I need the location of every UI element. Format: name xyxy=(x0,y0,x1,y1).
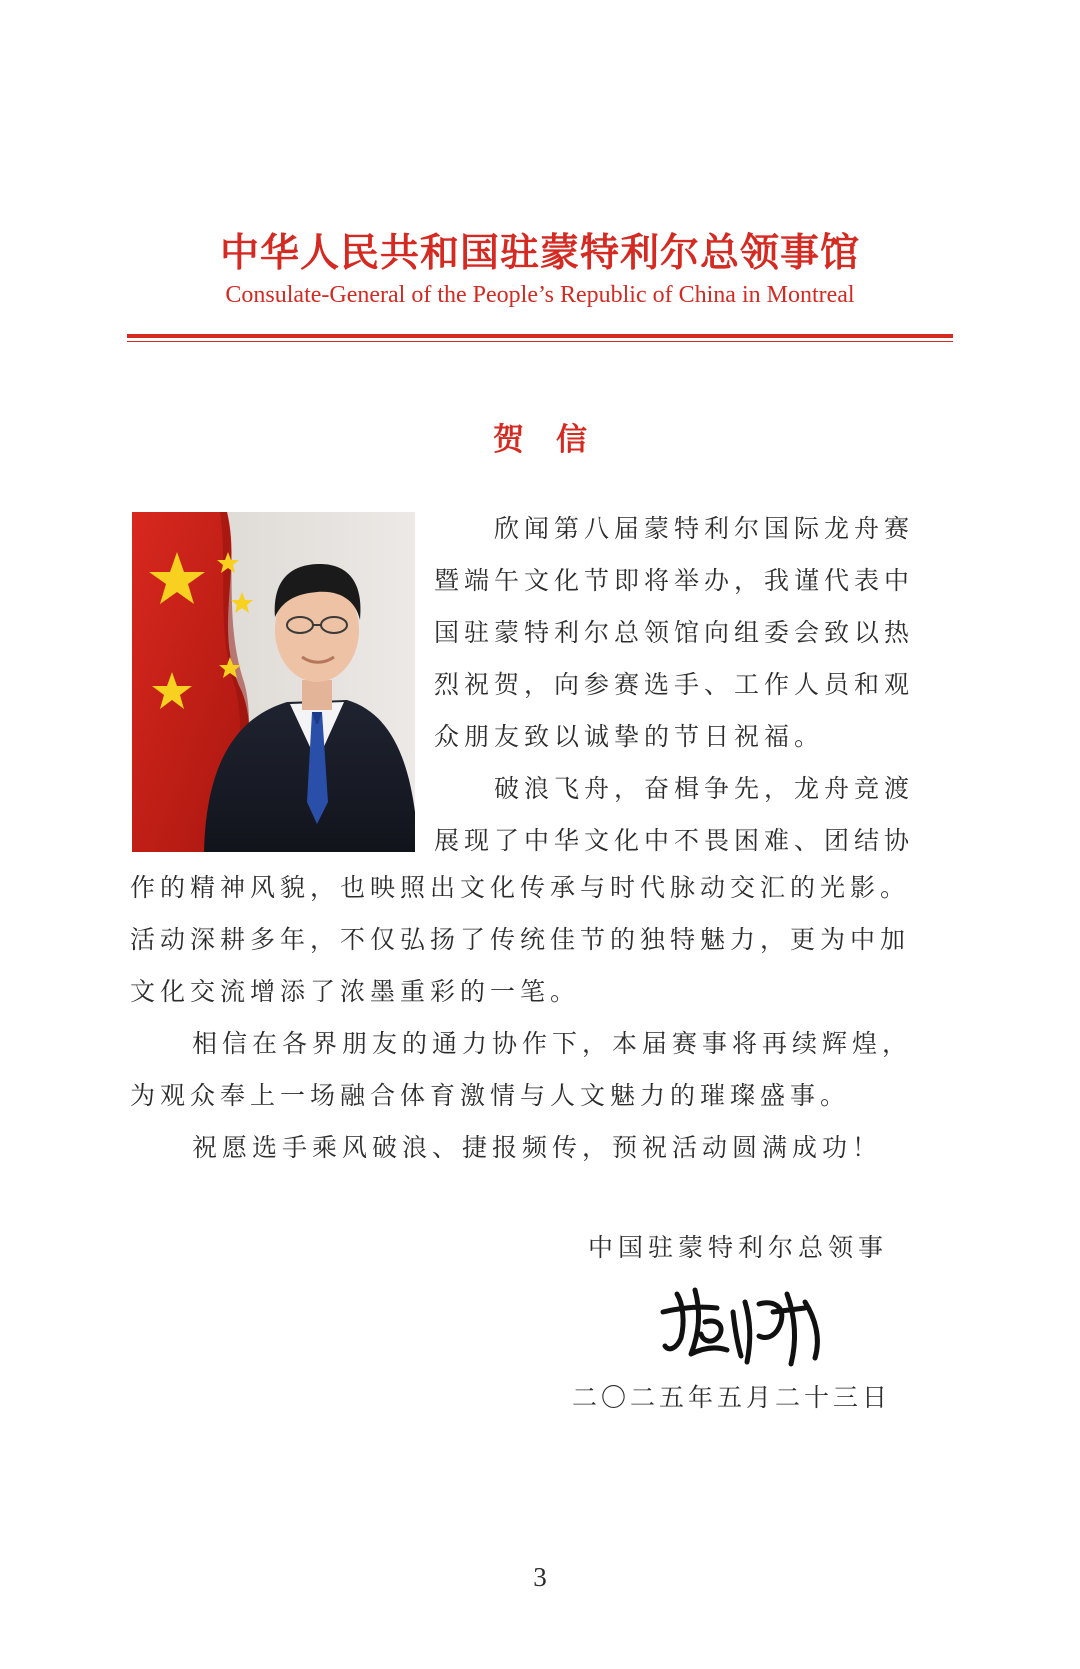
page-number: 3 xyxy=(533,1562,547,1592)
letter-date: 二〇二五年五月二十三日 xyxy=(572,1383,892,1412)
title-char-2: 信 xyxy=(556,422,587,458)
para1-line: 暨端午文化节即将举办，我谨代表中 xyxy=(434,566,915,595)
para2-line: 破浪飞舟，奋楫争先，龙舟竞渡 xyxy=(494,774,915,803)
para3-line: 为观众奉上一场融合体育激情与人文魅力的璀璨盛事。 xyxy=(130,1081,851,1110)
para3-line: 相信在各界朋友的通力协作下，本届赛事将再续辉煌， xyxy=(192,1029,913,1058)
para2-line: 活动深耕多年，不仅弘扬了传统佳节的独特魅力，更为中加 xyxy=(130,925,911,954)
title-char-1: 贺 xyxy=(493,422,524,458)
letterhead-rule-thick xyxy=(127,334,953,338)
letterhead-english-name: Consulate-General of the People’s Republic of China in Montreal xyxy=(225,282,855,308)
para2-line: 文化交流增添了浓墨重彩的一笔。 xyxy=(130,977,581,1006)
para1-line: 烈祝贺，向参赛选手、工作人员和观 xyxy=(434,670,915,699)
para1-line: 众朋友致以诚挚的节日祝福。 xyxy=(434,722,825,751)
handwritten-signature xyxy=(655,1282,835,1372)
letter-title xyxy=(0,414,1080,459)
letterhead-rule-thin xyxy=(127,341,953,342)
portrait-with-chinese-flag-image xyxy=(132,512,415,852)
signatory-office: 中国驻蒙特利尔总领事 xyxy=(588,1233,889,1262)
letterhead-chinese-name: 中华人民共和国驻蒙特利尔总领事馆 xyxy=(219,231,860,276)
para2-line: 展现了中华文化中不畏困难、团结协 xyxy=(434,826,915,855)
para1-line: 国驻蒙特利尔总领馆向组委会致以热 xyxy=(434,618,915,647)
paragraph-1 xyxy=(434,503,954,867)
para2-line: 作的精神风貌，也映照出文化传承与时代脉动交汇的光影。 xyxy=(130,873,911,902)
para4-line: 祝愿选手乘风破浪、捷报频传，预祝活动圆满成功！ xyxy=(192,1133,883,1162)
para1-line: 欣闻第八届蒙特利尔国际龙舟赛 xyxy=(494,514,915,543)
